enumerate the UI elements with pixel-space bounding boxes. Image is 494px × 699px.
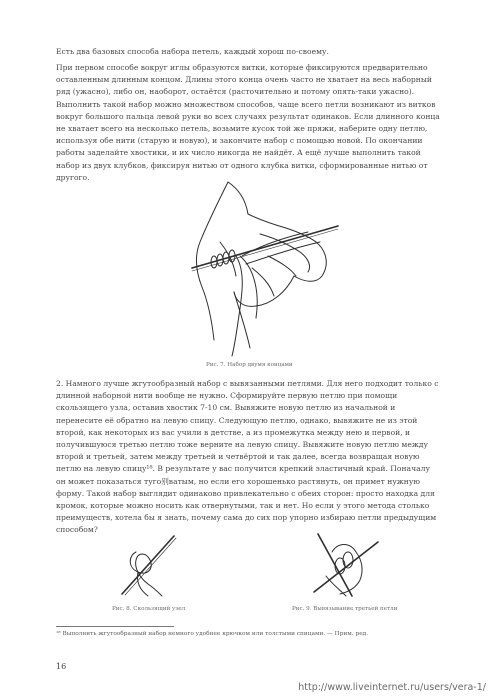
figure-8-slip-knot (118, 532, 178, 598)
footnote: ¹⁸ Выполнить жгутообразный набор немного удобнее крючком или толстыми спицами. — Прим. ред. (56, 631, 369, 637)
page-number: 16 (56, 662, 67, 671)
figure-9-third-loop (312, 532, 384, 598)
footnote-divider (56, 626, 174, 627)
figure-7-hand-illustration (190, 172, 340, 357)
figure-8-caption: Рис. 8. Скользящий узел (112, 606, 186, 612)
figure-9-caption: Рис. 9. Вывязывание третьей петли (292, 606, 398, 612)
paragraph-method-one: При первом способе вокруг иглы образуются витки, которые фиксируются предварительно оставленным длинным концом. Длины этого конца очень часто не хватает на весь наборный ряд (ужасно), либо он, наоборот, остаётся (расточительно и потому опять-таки ужасно). Выполнить такой набор можно множеством способов, чаще всего петли возникают из витков вокруг большого пальца левой руки во всех случаях результат одинаков. Если длинного конца не хватает всего на несколько петель, возьмите кусок той же пряжи, наберите одну петлю, используя обе нити (старую и новую), и закончите набор с помощью новой. По окончании работы заделайте хвостики, и их число никогда не найдёт. А ещё лучше выполнить такой набор из двух клубков, фиксируя нитью от одного клубка витки, сформированные нитью от другого. (56, 63, 440, 182)
figure-7-caption: Рис. 7. Набор двумя концами (206, 362, 293, 368)
paragraph-method-two: 2. Намного лучше жгутообразный набор с вывязанными петлями. Для него подходит только с длинной наборной нити вообще не нужно. Сформируйте первую петлю при помощи скользящего узла, оставив хвостик 7-10 см. Вывяжите новую петлю из начальной и перенесите её обратно на левую спицу. Следующую петлю, однако, вывяжите не из этой второй, как некоторых из вас учили в детстве, а из промежутка между нею и первой, и получившуюся третью петлю тоже верните на левую спицу. Вывяжите новую петлю между второй и третьей, затем между третьей и четвёртой и так далее, всегда возвращая новую петлю на левую спицу¹⁸. В результате у вас получится крепкий эластичный край. Поначалу он может показаться туго别ватым, но если его хорошенько растянуть, он примет нужную форму. Такой набор выглядит одинаково привлекательно с обеих сторон: просто находка для кромок, которые можно носить как отвернутыми, так и нет. Но если у этого метода столько преимуществ, хотела бы я знать, почему сама до сих пор упорно избираю петли предыдущим способом? (56, 379, 439, 535)
paragraph-intro: Есть два базовых способа набора петель, каждый хорош по-своему. (56, 47, 329, 56)
watermark-url[interactable]: http://www.liveinternet.ru/users/vera-1/ (298, 682, 486, 693)
